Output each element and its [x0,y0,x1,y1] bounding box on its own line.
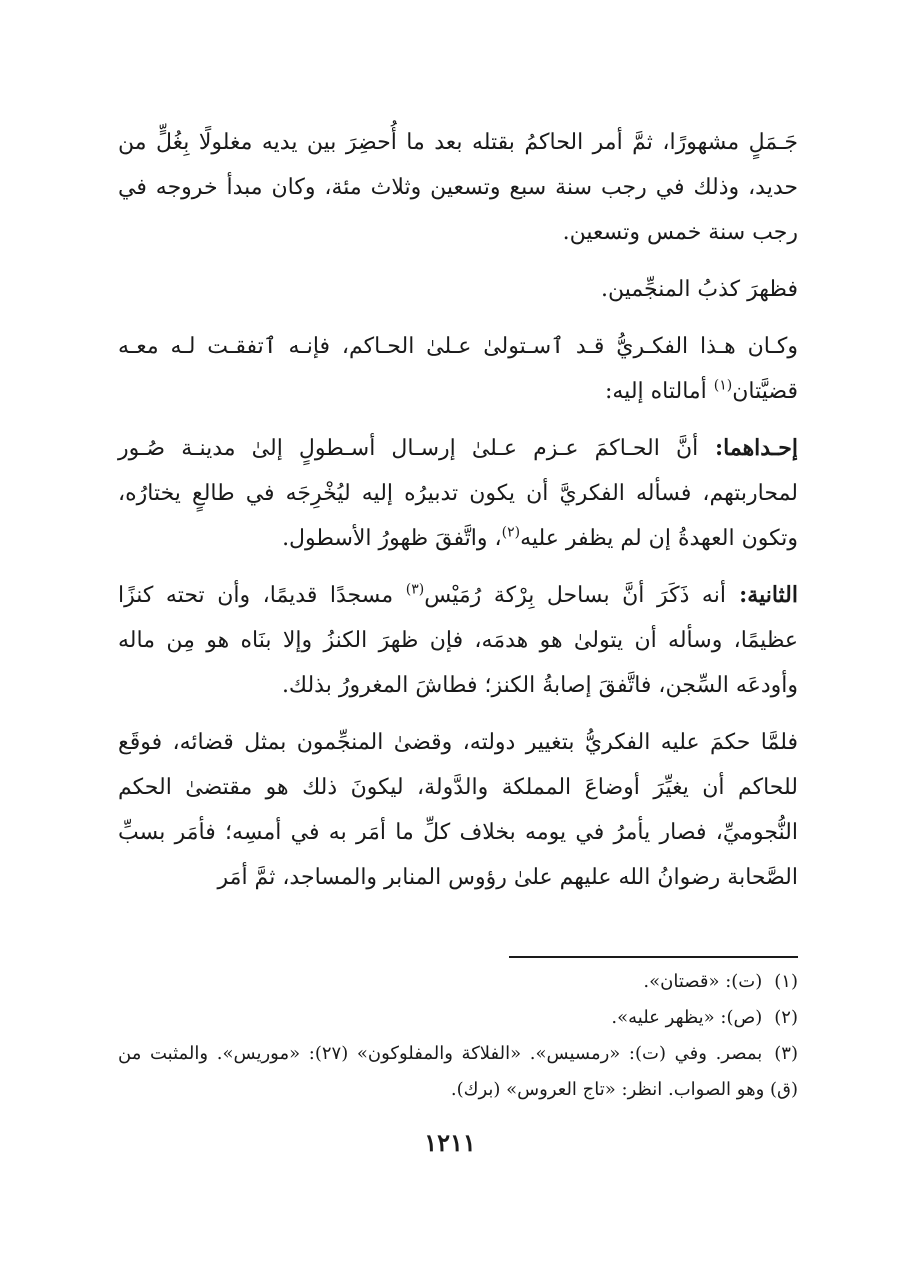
footnote-number: (٣) [774,1043,798,1064]
paragraph-2 [118,267,798,312]
paragraph-6 [118,720,798,900]
paragraph-4-text-a: أنَّ الحـاكمَ عـزم عـلىٰ إرسـال أسـطولٍ إلىٰ مدينـة صُـور لمحاربتهم، فسأله الفكريَّ أن يكون تدبيرُه إليه ليُخْرِجَه في طالعٍ يختارُه، وتكون العهدةُ إن لم يظفر عليه [118,436,798,551]
paragraph-3 [118,324,798,414]
paragraph-5-lead: الثانية: [725,582,798,608]
footnote-ref-1: (١) [713,377,733,394]
paragraph-4 [118,426,798,561]
footnote-number: (١) [774,971,798,992]
paragraph-3-text-b: أمالتاه إليه: [604,379,714,404]
footnote-3 [118,1036,798,1108]
footnote-text: (ص): «يظهر عليه». [611,1007,763,1028]
paragraph-3-text-a: وكـان هـذا الفكـريُّ قـد ٱسـتولىٰ عـلىٰ الحـاكم، فإنـه ٱتفقـت لـه معـه قضيَّتان [118,334,798,404]
paragraph-5 [118,573,798,708]
footnotes [118,964,798,1108]
paragraph-6-text: فلمَّا حكمَ عليه الفكريُّ بتغيير دولته، وقضىٰ المنجِّمون بمثل قضائه، فوقَع للحاكم أن يغيِّرَ أوضاعَ المملكة والدَّولة، ليكونَ ذلك هو مقتضىٰ الحكم النُّجوميِّ، فصار يأمرُ في يومه بخلاف كلِّ ما أمَر به في أمسِه؛ فأمَر بسبِّ الصَّحابة رضوانُ الله عليهم علىٰ رؤوس المنابر والمساجد، ثمَّ أمَر [118,730,798,890]
paragraph-1 [118,120,798,255]
footnote-ref-3: (٣) [405,581,425,598]
footnote-divider [509,956,798,958]
footnote-number: (٢) [774,1007,798,1028]
paragraph-4-text-b: ، واتَّفقَ ظهورُ الأسطول. [282,526,502,551]
main-text [118,120,798,912]
paragraph-2-text: فظهرَ كذبُ المنجِّمين. [600,277,798,302]
paragraph-1-text: جَـمَلٍ مشهورًا، ثمَّ أمر الحاكمُ بقتله بعد ما أُحضِرَ بين يديه مغلولًا بِغُلٍّ من حديد، وذلك في رجب سنة سبع وتسعين وثلاث مئة، وكان مبدأ خروجه في رجب سنة خمس وتسعين. [118,130,798,245]
footnote-1 [118,964,798,1000]
page-number: ١٢١١ [424,1128,476,1157]
footnote-2 [118,1000,798,1036]
paragraph-5-text-a: أنه ذَكَرَ أنَّ بساحل بِرْكة رُمَيْس [424,583,726,608]
footnote-text: (ت): «قصتان». [643,971,763,992]
paragraph-4-lead: إحـداهما: [698,435,799,461]
paragraph-5-text-b: مسجدًا قديمًا، وأن تحته كنزًا عظيمًا، وسأله أن يتولىٰ هو هدمَه، فإن ظهرَ الكنزُ وإلا بنَاه هو مِن ماله وأودعَه السِّجن، فاتَّفقَ إصابةُ الكنز؛ فطاشَ المغرورُ بذلك. [118,583,798,698]
footnote-text: بمصر. وفي (ت): «رمسيس». «الفلاكة والمفلوكون» (٢٧): «موريس». والمثبت من (ق) وهو الصواب. انظر: «تاج العروس» (برك). [118,1043,798,1100]
footnote-ref-2: (٢) [501,524,521,541]
